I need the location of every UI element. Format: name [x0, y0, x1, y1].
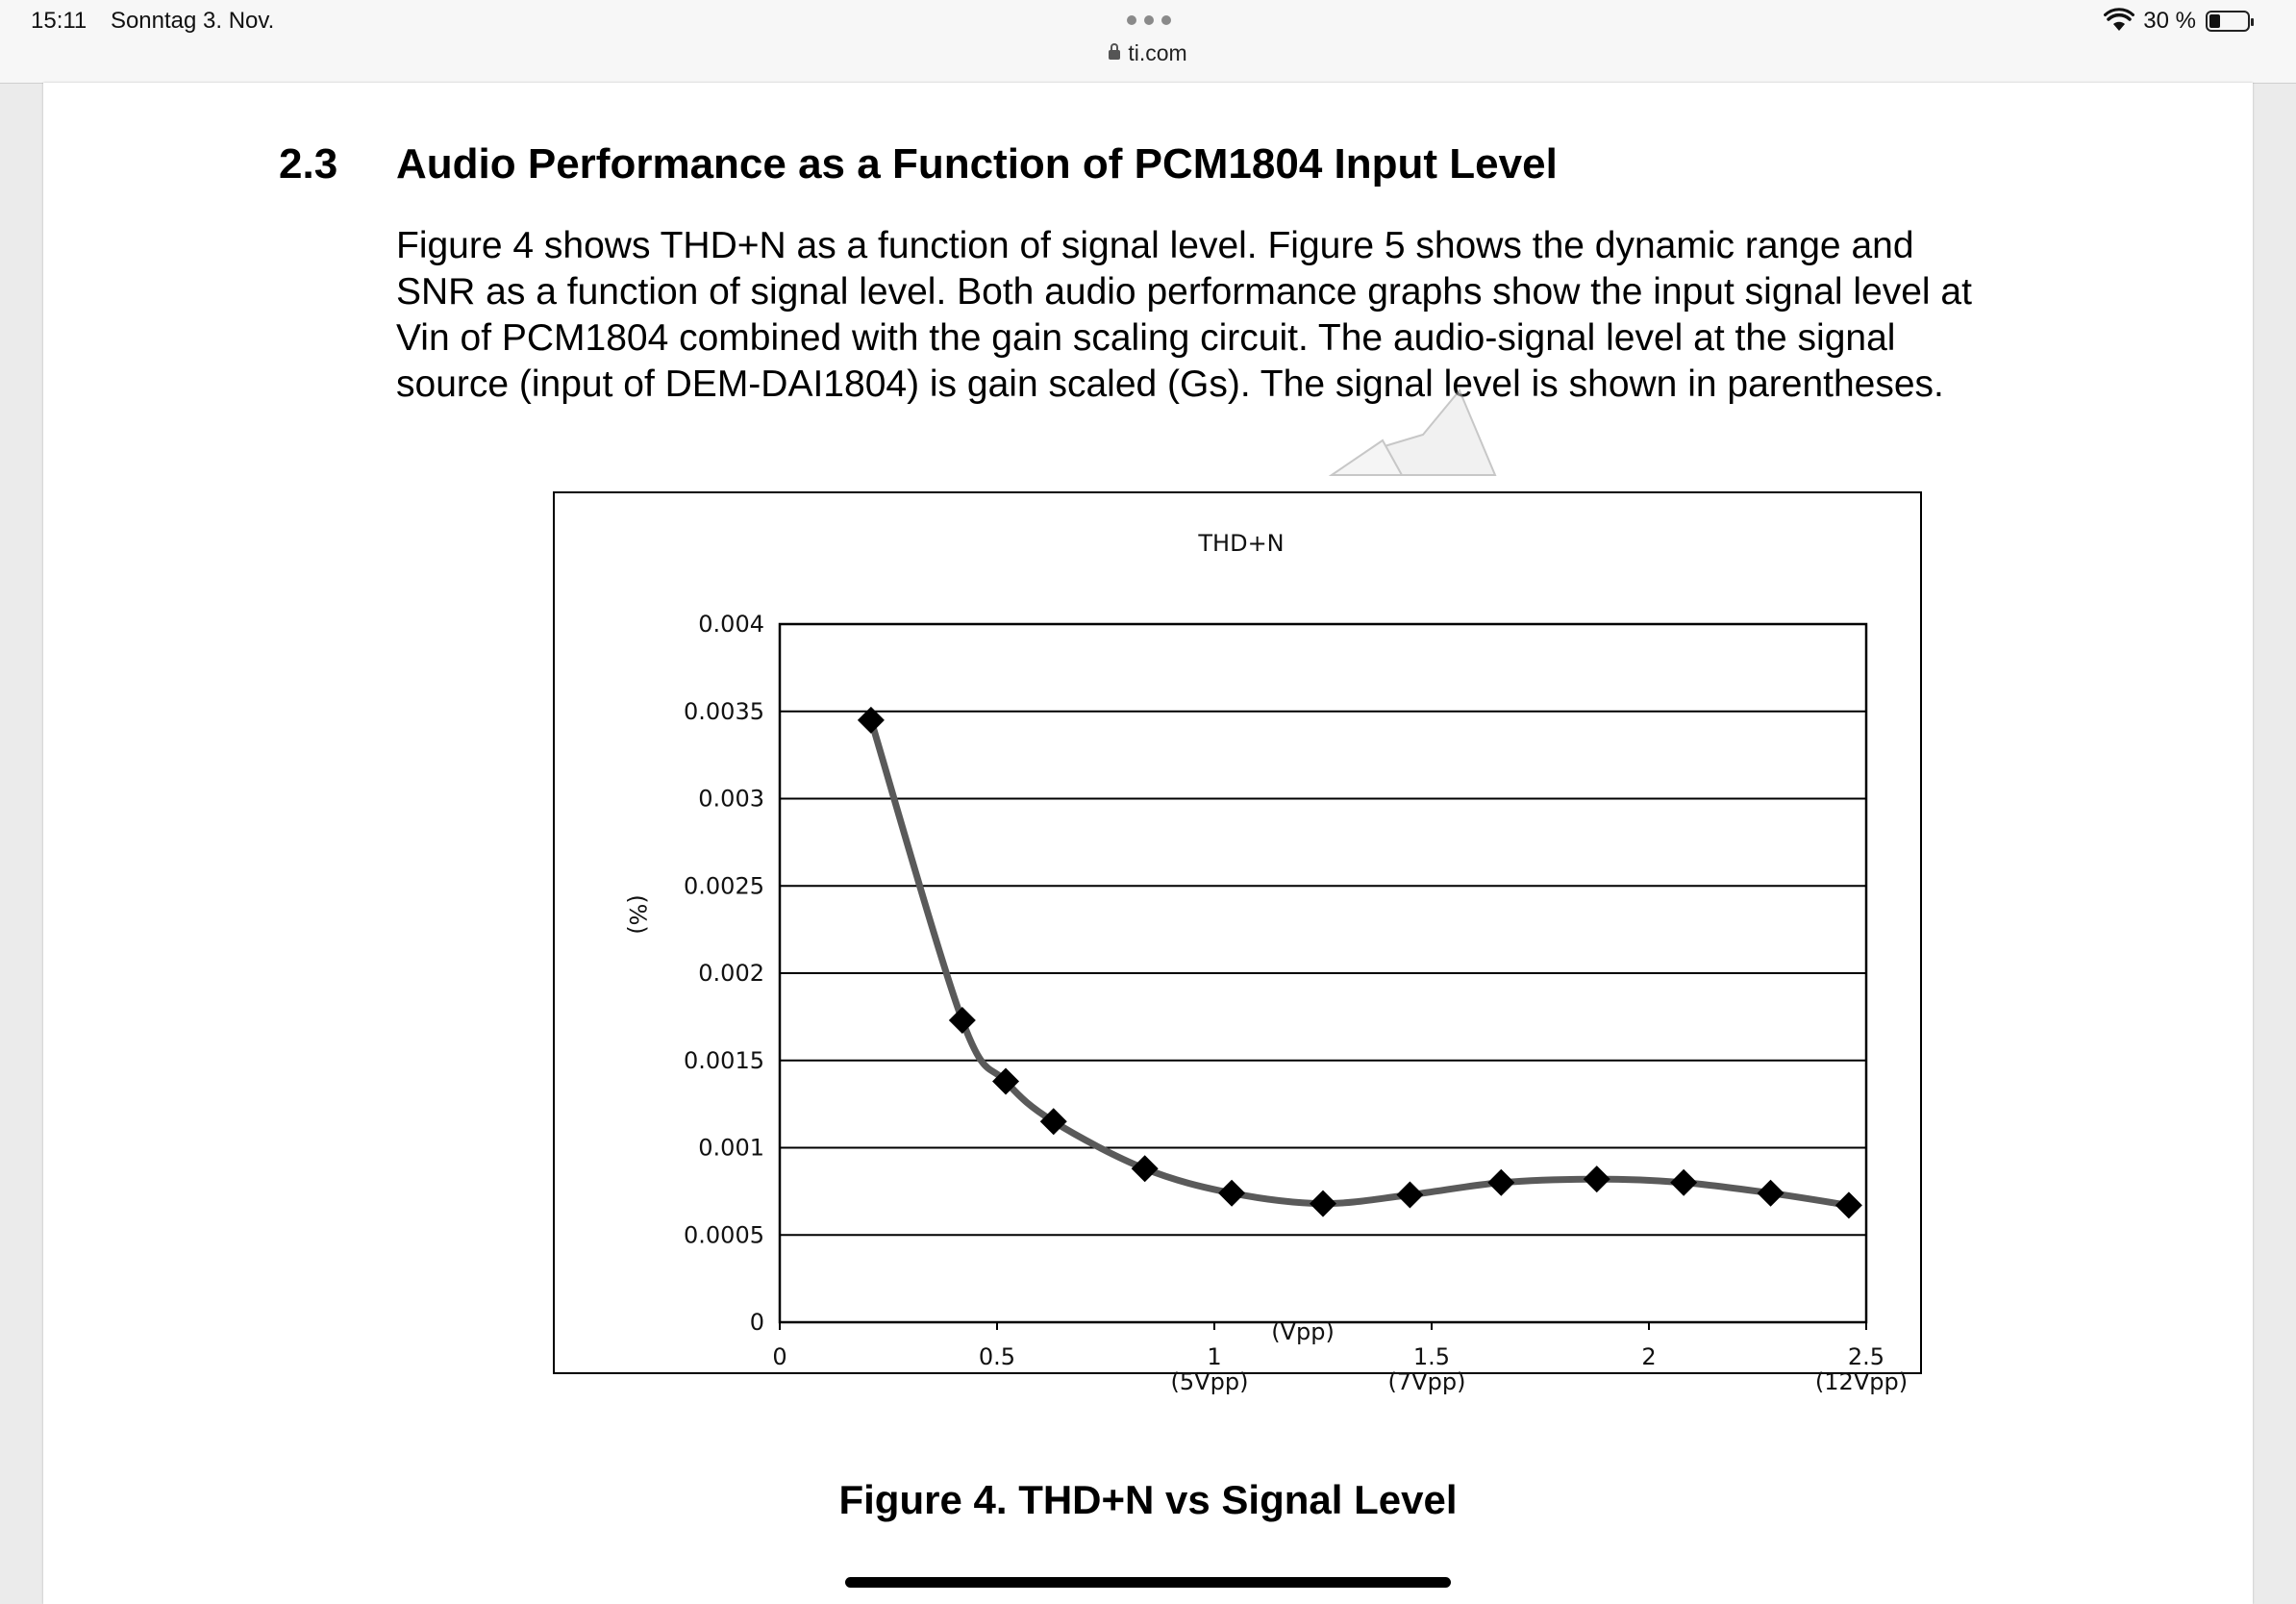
wifi-icon	[2105, 10, 2134, 33]
address-bar[interactable]	[0, 40, 2296, 66]
status-bar	[0, 0, 2296, 84]
y-tick-label: 0.001	[698, 1134, 764, 1162]
document-page	[43, 83, 2253, 1604]
data-point	[1758, 1180, 1784, 1207]
data-point	[1584, 1165, 1610, 1192]
data-point	[1396, 1182, 1423, 1209]
x-tick-sublabel: (12Vpp)	[1814, 1368, 1909, 1395]
x-tick-label: 2.5	[1847, 1343, 1885, 1370]
battery-fill	[2209, 14, 2220, 28]
body-paragraph	[396, 223, 2156, 408]
section-number: 2.3	[279, 140, 338, 188]
x-axis-label: (Vpp)	[1271, 1318, 1335, 1345]
battery-percent: 30 %	[2143, 8, 2196, 34]
y-tick-label: 0.003	[698, 785, 764, 813]
y-axis-label: (%)	[624, 894, 651, 935]
y-tick-label: 0.0005	[684, 1221, 764, 1249]
x-tick-label: 1	[1207, 1343, 1222, 1370]
y-tick-label: 0.0035	[684, 697, 764, 725]
y-tick-label: 0	[749, 1309, 764, 1336]
x-tick-label: 0.5	[978, 1343, 1016, 1370]
status-indicators	[2105, 8, 2250, 35]
data-point	[1218, 1180, 1245, 1207]
y-tick-label: 0.002	[698, 960, 764, 987]
data-point	[1835, 1191, 1862, 1218]
section-title: Audio Performance as a Function of PCM1804 Input Level	[396, 140, 1558, 188]
body-line: SNR as a function of signal level. Both audio performance graphs show the input signal level at	[396, 271, 1972, 313]
lock-icon	[1109, 50, 1120, 60]
x-tick-label: 2	[1641, 1343, 1657, 1370]
home-indicator[interactable]	[845, 1577, 1451, 1588]
url-text: ti.com	[1128, 40, 1187, 65]
figure-caption: Figure 4. THD+N vs Signal Level	[838, 1477, 1458, 1522]
x-tick-label: 1.5	[1412, 1343, 1451, 1370]
data-point	[1670, 1169, 1697, 1196]
status-time: 15:11	[31, 8, 87, 34]
y-tick-label: 0.0025	[684, 872, 764, 900]
status-time-date	[31, 8, 291, 35]
data-point	[1487, 1169, 1514, 1196]
body-line: Figure 4 shows THD+N as a function of signal level. Figure 5 shows the dynamic range and	[396, 225, 1914, 266]
x-tick-sublabel: (7Vpp)	[1387, 1368, 1466, 1395]
series-line	[871, 720, 1849, 1206]
chart-figure	[553, 491, 1922, 1395]
x-tick-sublabel: (5Vpp)	[1170, 1368, 1249, 1395]
y-tick-label: 0.0015	[684, 1046, 764, 1074]
body-line: Vin of PCM1804 combined with the gain scaling circuit. The audio-signal level at the signal	[396, 317, 1896, 359]
data-point	[949, 1007, 976, 1034]
battery-icon	[2206, 11, 2250, 32]
x-tick-label: 0	[772, 1343, 787, 1370]
tab-dots-icon[interactable]	[1127, 15, 1171, 27]
watermark-logo-icon	[1327, 371, 1500, 477]
data-point	[1310, 1190, 1336, 1217]
chart-title: THD+N	[1198, 530, 1285, 557]
status-date: Sonntag 3. Nov.	[110, 8, 275, 34]
y-tick-label: 0.004	[698, 611, 764, 638]
thdn-chart	[555, 493, 1920, 1395]
data-point	[1132, 1155, 1159, 1182]
body-line: source (input of DEM-DAI1804) is gain scaled (Gs). The signal level is shown in parentheses.	[396, 363, 1944, 405]
